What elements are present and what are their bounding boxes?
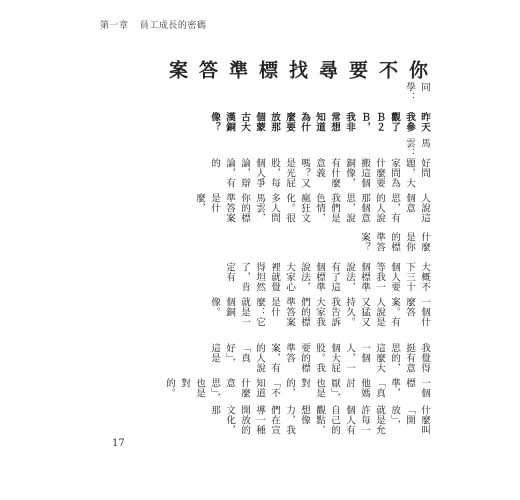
answer-line-7: 一個標準，「真他媽討厭」，也是對的，「不知道什麼意思」，也是對的。 <box>164 377 430 404</box>
answer-line-5: 一個什麼答案。有人說是又猛又持久。我告訴大家我們的標準答案是什麼：它就是一個銅像。 <box>209 297 430 328</box>
section-title: 員工成長的密碼 <box>139 21 207 31</box>
vertical-text-body <box>148 60 432 440</box>
page-number: 17 <box>112 438 125 449</box>
answer-line-6: 我覺得挺有意思的，這麼大一個人，一個大屁股。我要的標準答案，有的人說「真好」，這是 <box>209 342 430 373</box>
chapter-label: 第一章 <box>100 21 129 31</box>
article-title: 你不要尋找標準答案 <box>166 60 428 82</box>
salutation: 同學： <box>404 82 430 102</box>
running-header <box>100 18 206 31</box>
answer-line-3: 什麼是你的標準答案？ <box>359 232 430 253</box>
answer-line-2: 人說這個意思，有的人說那個意思，說我們是色情，瘋狂文化。很多人問馬雲，你的標準答案是什麼， <box>194 193 430 224</box>
answer-line-1: 好問題，大家問為什麼要搬這個銅像，有什麼意義嗎？又是光屁股，每個人爭論，辯論，有的 <box>209 157 430 188</box>
student-question: 昨天我參觀了Ｂ２Ｂ，我非常想知道為什麼要放那個蒙古大漢銅像？ <box>209 111 430 132</box>
speaker-label: 馬雲： <box>404 137 430 158</box>
answer-line-4: 大概不下三十個人要等我一個標準說法，有了這個標準說法，大家心裡就覺得坦然了，肯定有 <box>224 261 430 292</box>
answer-line-8: 什麼叫「開放」，就是允許每一個人有自己的觀點、想像力，我們在宣導一種開放的文化，那 <box>209 404 430 435</box>
